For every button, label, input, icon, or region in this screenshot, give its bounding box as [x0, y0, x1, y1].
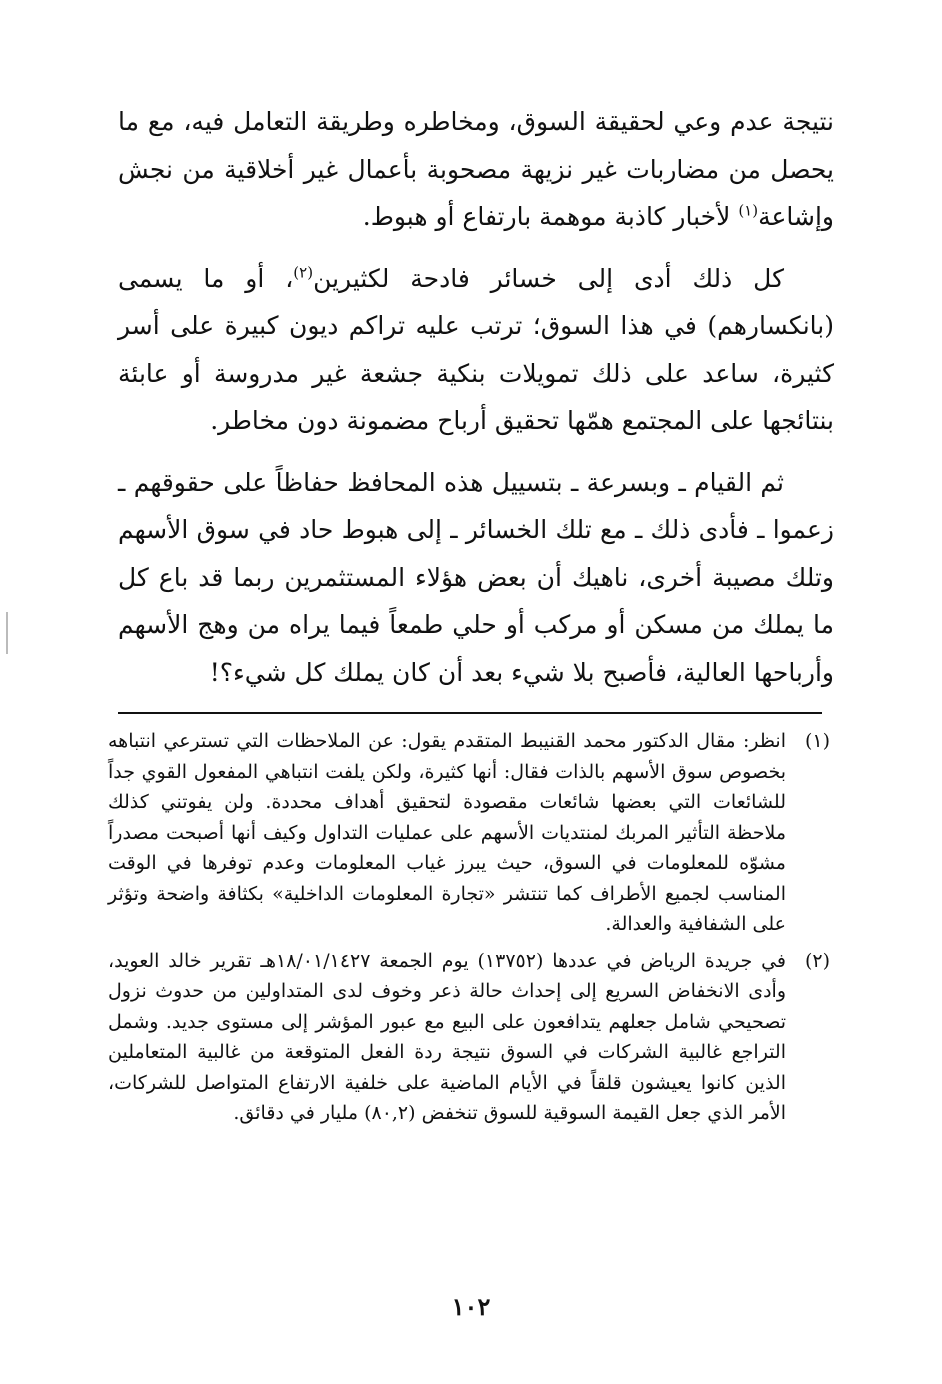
- footnote-separator: [118, 712, 822, 714]
- footnote-number: (٢): [804, 949, 830, 972]
- footnote-ref-1: (١): [738, 201, 759, 220]
- page-number: ١٠٢: [451, 1292, 491, 1321]
- footnote-text: في جريدة الرياض في عددها (١٣٧٥٢) يوم الجمعة ١٨/٠١/١٤٢٧هـ تقرير خالد العويد، وأدى الانخفاض السريع إلى إحداث حالة ذعر وخوف لدى المتداولين من حدوث نزول تصحيحي شامل جعلهم يتدافعون على البيع مع عبور المؤشر إلى مستوى جديد. وشمل التراجع غالبية الشركات في السوق نتيجة ردة الفعل المتوقعة من غالبية المتعاملين الذين كانوا يعيشون قلقاً في الأيام الماضية على خلفية الارتفاع المتواصل للشركات، الأمر الذي جعل القيمة السوقية للسوق تنخفض (٨٠,٢) مليار في دقائق.: [108, 949, 787, 1124]
- footnote-ref-2: (٢): [293, 263, 314, 282]
- paragraph-text: نتيجة عدم وعي لحقيقة السوق، ومخاطره وطريقة التعامل فيه، مع ما يحصل من مضاربات غير نزيهة مصحوبة بأعمال غير أخلاقية من نجش وإشاعة: [118, 107, 834, 231]
- paragraph-text: ثم القيام ـ وبسرعة ـ بتسييل هذه المحافظ حفاظاً على حقوقهم ـ زعموا ـ فأدى ذلك ـ مع تلك الخسائر ـ إلى هبوط حاد في سوق الأسهم وتلك مصيبة أخرى، ناهيك أن بعض هؤلاء المستثمرين ربما قد باع كل ما يملك من مسكن أو مركب أو حلي طمعاً فيما يراه من وهج الأسهم وأرباحها العالية، فأصبح بلا شيء بعد أن كان يملك كل شيء؟!: [118, 467, 834, 687]
- scan-margin-mark: [6, 612, 8, 654]
- footnotes: [108, 726, 830, 1135]
- main-text: [118, 98, 834, 710]
- paragraph-3: [118, 459, 834, 697]
- paragraph-1: [118, 98, 834, 241]
- paragraph-text: لأخبار كاذبة موهمة بارتفاع أو هبوط.: [362, 202, 739, 231]
- paragraph-text: ، أو ما يسمى (بانكسارهم) في هذا السوق؛ ترتب عليه تراكم ديون كبيرة على أسر كثيرة، ساعد على ذلك تمويلات بنكية جشعة غير مدروسة أو عابئة بنتائجها على المجتمع همّها تحقيق أرباح مضمونة دون مخاطر.: [118, 263, 834, 435]
- footnote-2: [108, 946, 830, 1129]
- paragraph-2: [118, 255, 834, 445]
- paragraph-text: كل ذلك أدى إلى خسائر فادحة لكثيرين: [313, 263, 784, 293]
- footnote-number: (١): [804, 730, 830, 752]
- footnote-text: انظر: مقال الدكتور محمد القنيبط المتقدم يقول: عن الملاحظات التي تسترعي انتباهه بخصوص سوق الأسهم بالذات فقال: أنها كثيرة، ولكن يلفت انتباهي المفعول القوي جداً للشائعات التي بعضها شائعات مقصودة لتحقيق أهداف محددة. ولن يفوتني كذلك ملاحظة التأثير المربك لمنتديات الأسهم على عمليات التداول وكيف أنها أصبحت مصدراً مشوّه للمعلومات في السوق، حيث يبرز غياب المعلومات وعدم توفرها في الوقت المناسب لجميع الأطراف كما تنتشر «تجارة المعلومات الداخلية» بكثافة واضحة وتؤثر على الشفافية والعدالة.: [108, 730, 786, 935]
- footnote-1: [108, 726, 830, 940]
